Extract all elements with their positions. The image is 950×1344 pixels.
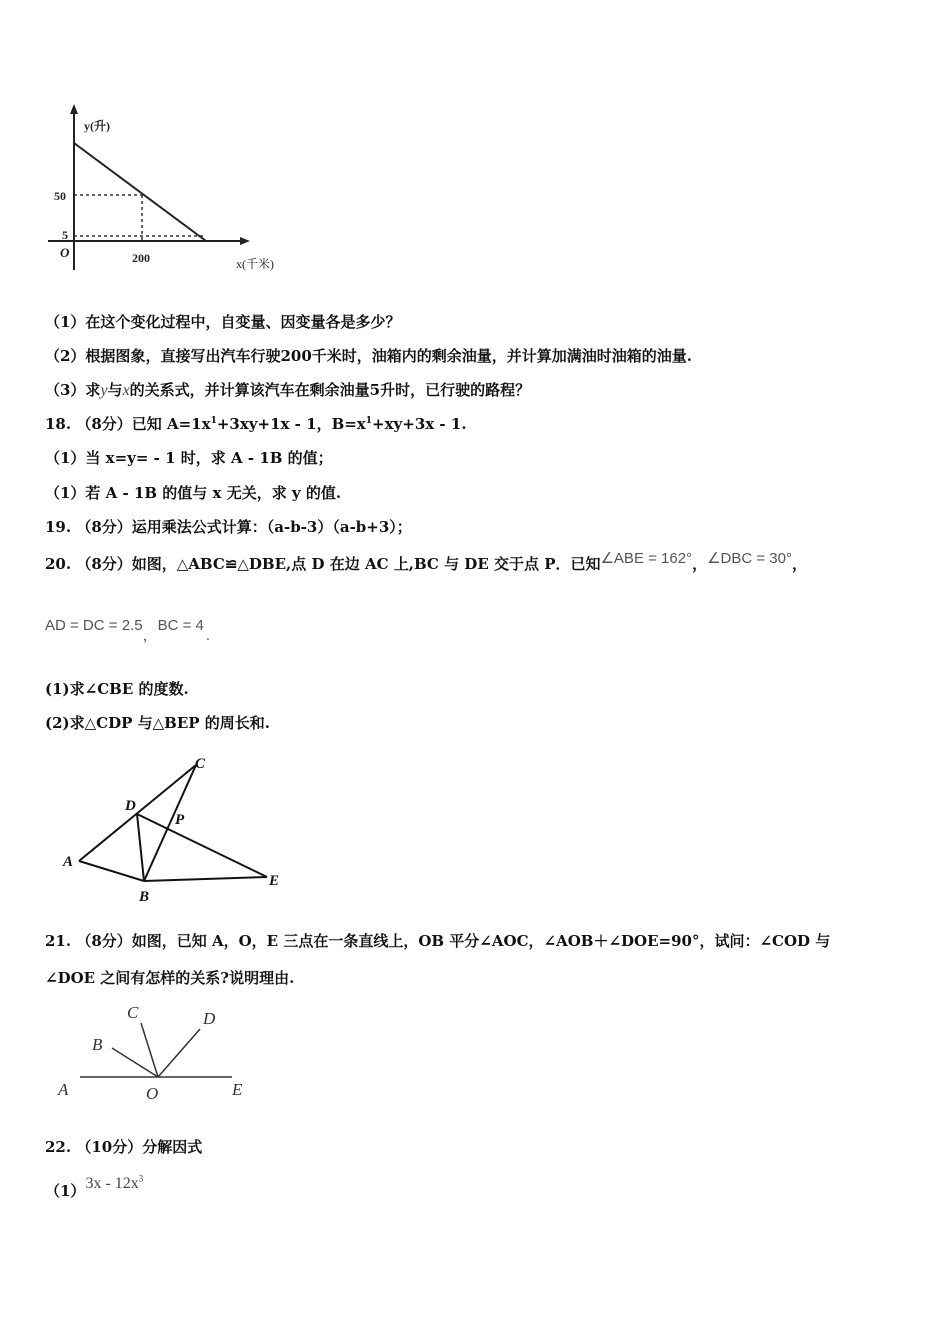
q17-part2: （2）根据图象，直接写出汽车行驶200千米时，油箱内的剩余油量，并计算加满油时油箱的油量. (45, 347, 692, 365)
q20-part2: (2)求△CDP 与△BEP 的周长和. (45, 714, 270, 732)
x-tick-200: 200 (132, 251, 150, 265)
origin-label: O (60, 245, 70, 260)
q17-part3-a: （3）求 (45, 381, 101, 399)
segment-de (137, 814, 267, 877)
q22-expr-base: 3x - 12x (85, 1175, 139, 1192)
q20-tail: ， (792, 555, 808, 573)
label-d: D (203, 1009, 216, 1028)
label-c: C (127, 1003, 139, 1022)
given-angle-dbc: ∠DBC = 30° (707, 550, 792, 567)
q18-sup2: 1 (365, 416, 373, 426)
label-a: A (63, 854, 74, 870)
y-tick-50: 50 (54, 189, 66, 203)
q18-head-a: 18. （8分）已知 A=1x (45, 415, 211, 433)
var-x: x (122, 382, 130, 399)
given-bc: BC = 4 (157, 617, 204, 634)
q20-heading (45, 550, 808, 574)
q18-head-b: +3xy+1x - 1，B=x (216, 415, 366, 433)
q19-heading: 19. （8分）运用乘法公式计算：（a-b-3）（a-b+3）； (45, 518, 412, 536)
fuel-line (74, 143, 206, 241)
fuel-distance-graph (40, 100, 290, 275)
q20-given-lengths (45, 614, 211, 644)
q21-line1: 21. （8分）如图，已知 A，O，E 三点在一条直线上，OB 平分∠AOC，∠AOB＋∠DOE=90°，试问：∠COD 与 (45, 932, 831, 950)
x-axis-label: x(千米) (236, 257, 274, 271)
q18-head-c: +xy+3x - 1. (372, 415, 467, 433)
segment-be (144, 877, 267, 881)
y-tick-5: 5 (62, 228, 68, 242)
label-a: A (58, 1080, 69, 1099)
label-e: E (232, 1080, 243, 1099)
label-o: O (146, 1084, 159, 1103)
q18-part2: （1）若 A - 1B 的值与 x 无关，求 y 的值. (45, 484, 342, 502)
q17-part3 (45, 379, 530, 400)
given-ad-dc: AD = DC = 2.5 (45, 617, 143, 634)
q22-expr-exponent: 3 (138, 1173, 144, 1184)
q17-part3-c: 的关系式，并计算该汽车在剩余油量5升时，已行驶的路程？ (129, 381, 531, 399)
segment-db (137, 814, 144, 881)
q18-sup1: 1 (210, 416, 217, 426)
q21-line2: ∠DOE 之间有怎样的关系?说明理由. (45, 969, 295, 987)
label-c: C (195, 756, 206, 772)
segment-ab (79, 861, 144, 881)
q18-part1: （1）当 x=y= - 1 时，求 A - 1B 的值； (45, 449, 333, 467)
y-axis-arrow-icon (70, 104, 78, 114)
q22-heading: 22. （10分）分解因式 (45, 1138, 203, 1156)
q22-part1-label: （1） (45, 1182, 86, 1200)
q20-part1: (1)求∠CBE 的度数. (45, 680, 189, 698)
q18-heading (45, 413, 467, 434)
q22-part1 (45, 1172, 144, 1200)
q22-expression (85, 1175, 143, 1192)
y-axis-label: y(升) (84, 119, 110, 133)
label-p: P (175, 812, 185, 828)
segment-bc (144, 765, 196, 881)
given-period: . (205, 627, 211, 644)
given-comma: ， (142, 627, 158, 644)
label-e: E (269, 873, 280, 889)
given-angle-abe: ∠ABE = 162° (600, 550, 693, 567)
x-axis-arrow-icon (240, 237, 250, 245)
var-y: y (100, 382, 108, 399)
label-b: B (139, 889, 150, 905)
angle-figure (50, 998, 270, 1108)
ray-ob (112, 1048, 158, 1077)
q17-part3-b: 与 (107, 381, 123, 399)
q20-sep: ， (692, 555, 708, 573)
q17-part1: （1）在这个变化过程中，自变量、因变量各是多少？ (45, 313, 401, 331)
q20-head: 20. （8分）如图，△ABC≌△DBE,点 D 在边 AC 上,BC 与 DE 交于点 P．已知 (45, 555, 601, 573)
label-d: D (125, 798, 136, 814)
triangle-figure (55, 748, 295, 908)
ray-od (158, 1029, 200, 1077)
label-b: B (92, 1035, 103, 1054)
ray-oc (141, 1023, 158, 1077)
